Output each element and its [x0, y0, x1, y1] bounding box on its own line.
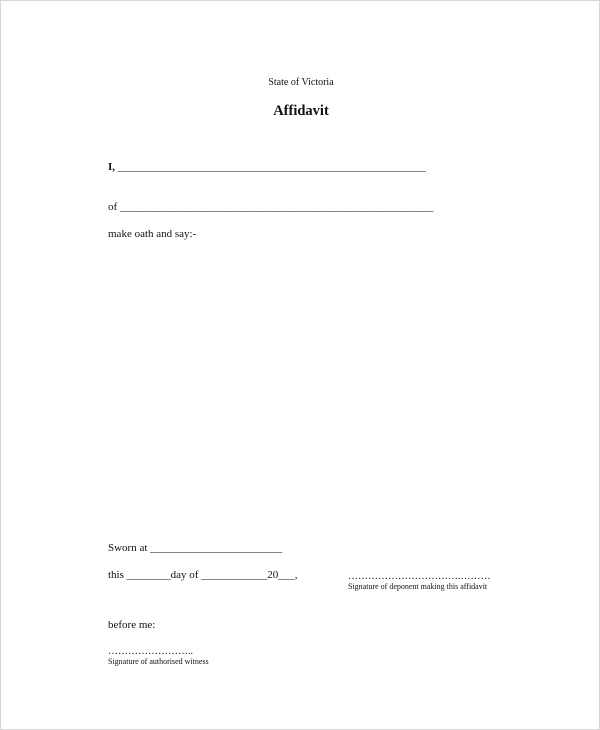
deponent-address-line: [108, 201, 433, 213]
deponent-signature-line: …………………………….………: [348, 571, 491, 582]
state-header: State of Victoria: [268, 77, 334, 88]
date-line: this ________day of ____________20___,: [108, 569, 298, 581]
deponent-name-blank: ________________________________________________________: [115, 161, 426, 173]
witness-signature-line: ……………………..: [108, 646, 193, 657]
document-title: Affidavit: [273, 103, 329, 119]
before-me-label: before me:: [108, 619, 156, 631]
sworn-at-line: [108, 542, 282, 554]
deponent-signature-caption: Signature of deponent making this affidavit: [348, 582, 488, 591]
oath-statement: make oath and say:-: [108, 228, 197, 240]
sworn-blank: ________________________: [147, 542, 283, 554]
deponent-label: I,: [108, 161, 116, 173]
address-label: of: [108, 201, 118, 213]
address-blank: _________________________________________________________: [117, 201, 434, 213]
witness-signature-caption: Signature of authorised witness: [108, 657, 209, 666]
deponent-name-line: [108, 161, 426, 173]
sworn-label: Sworn at: [108, 542, 148, 554]
